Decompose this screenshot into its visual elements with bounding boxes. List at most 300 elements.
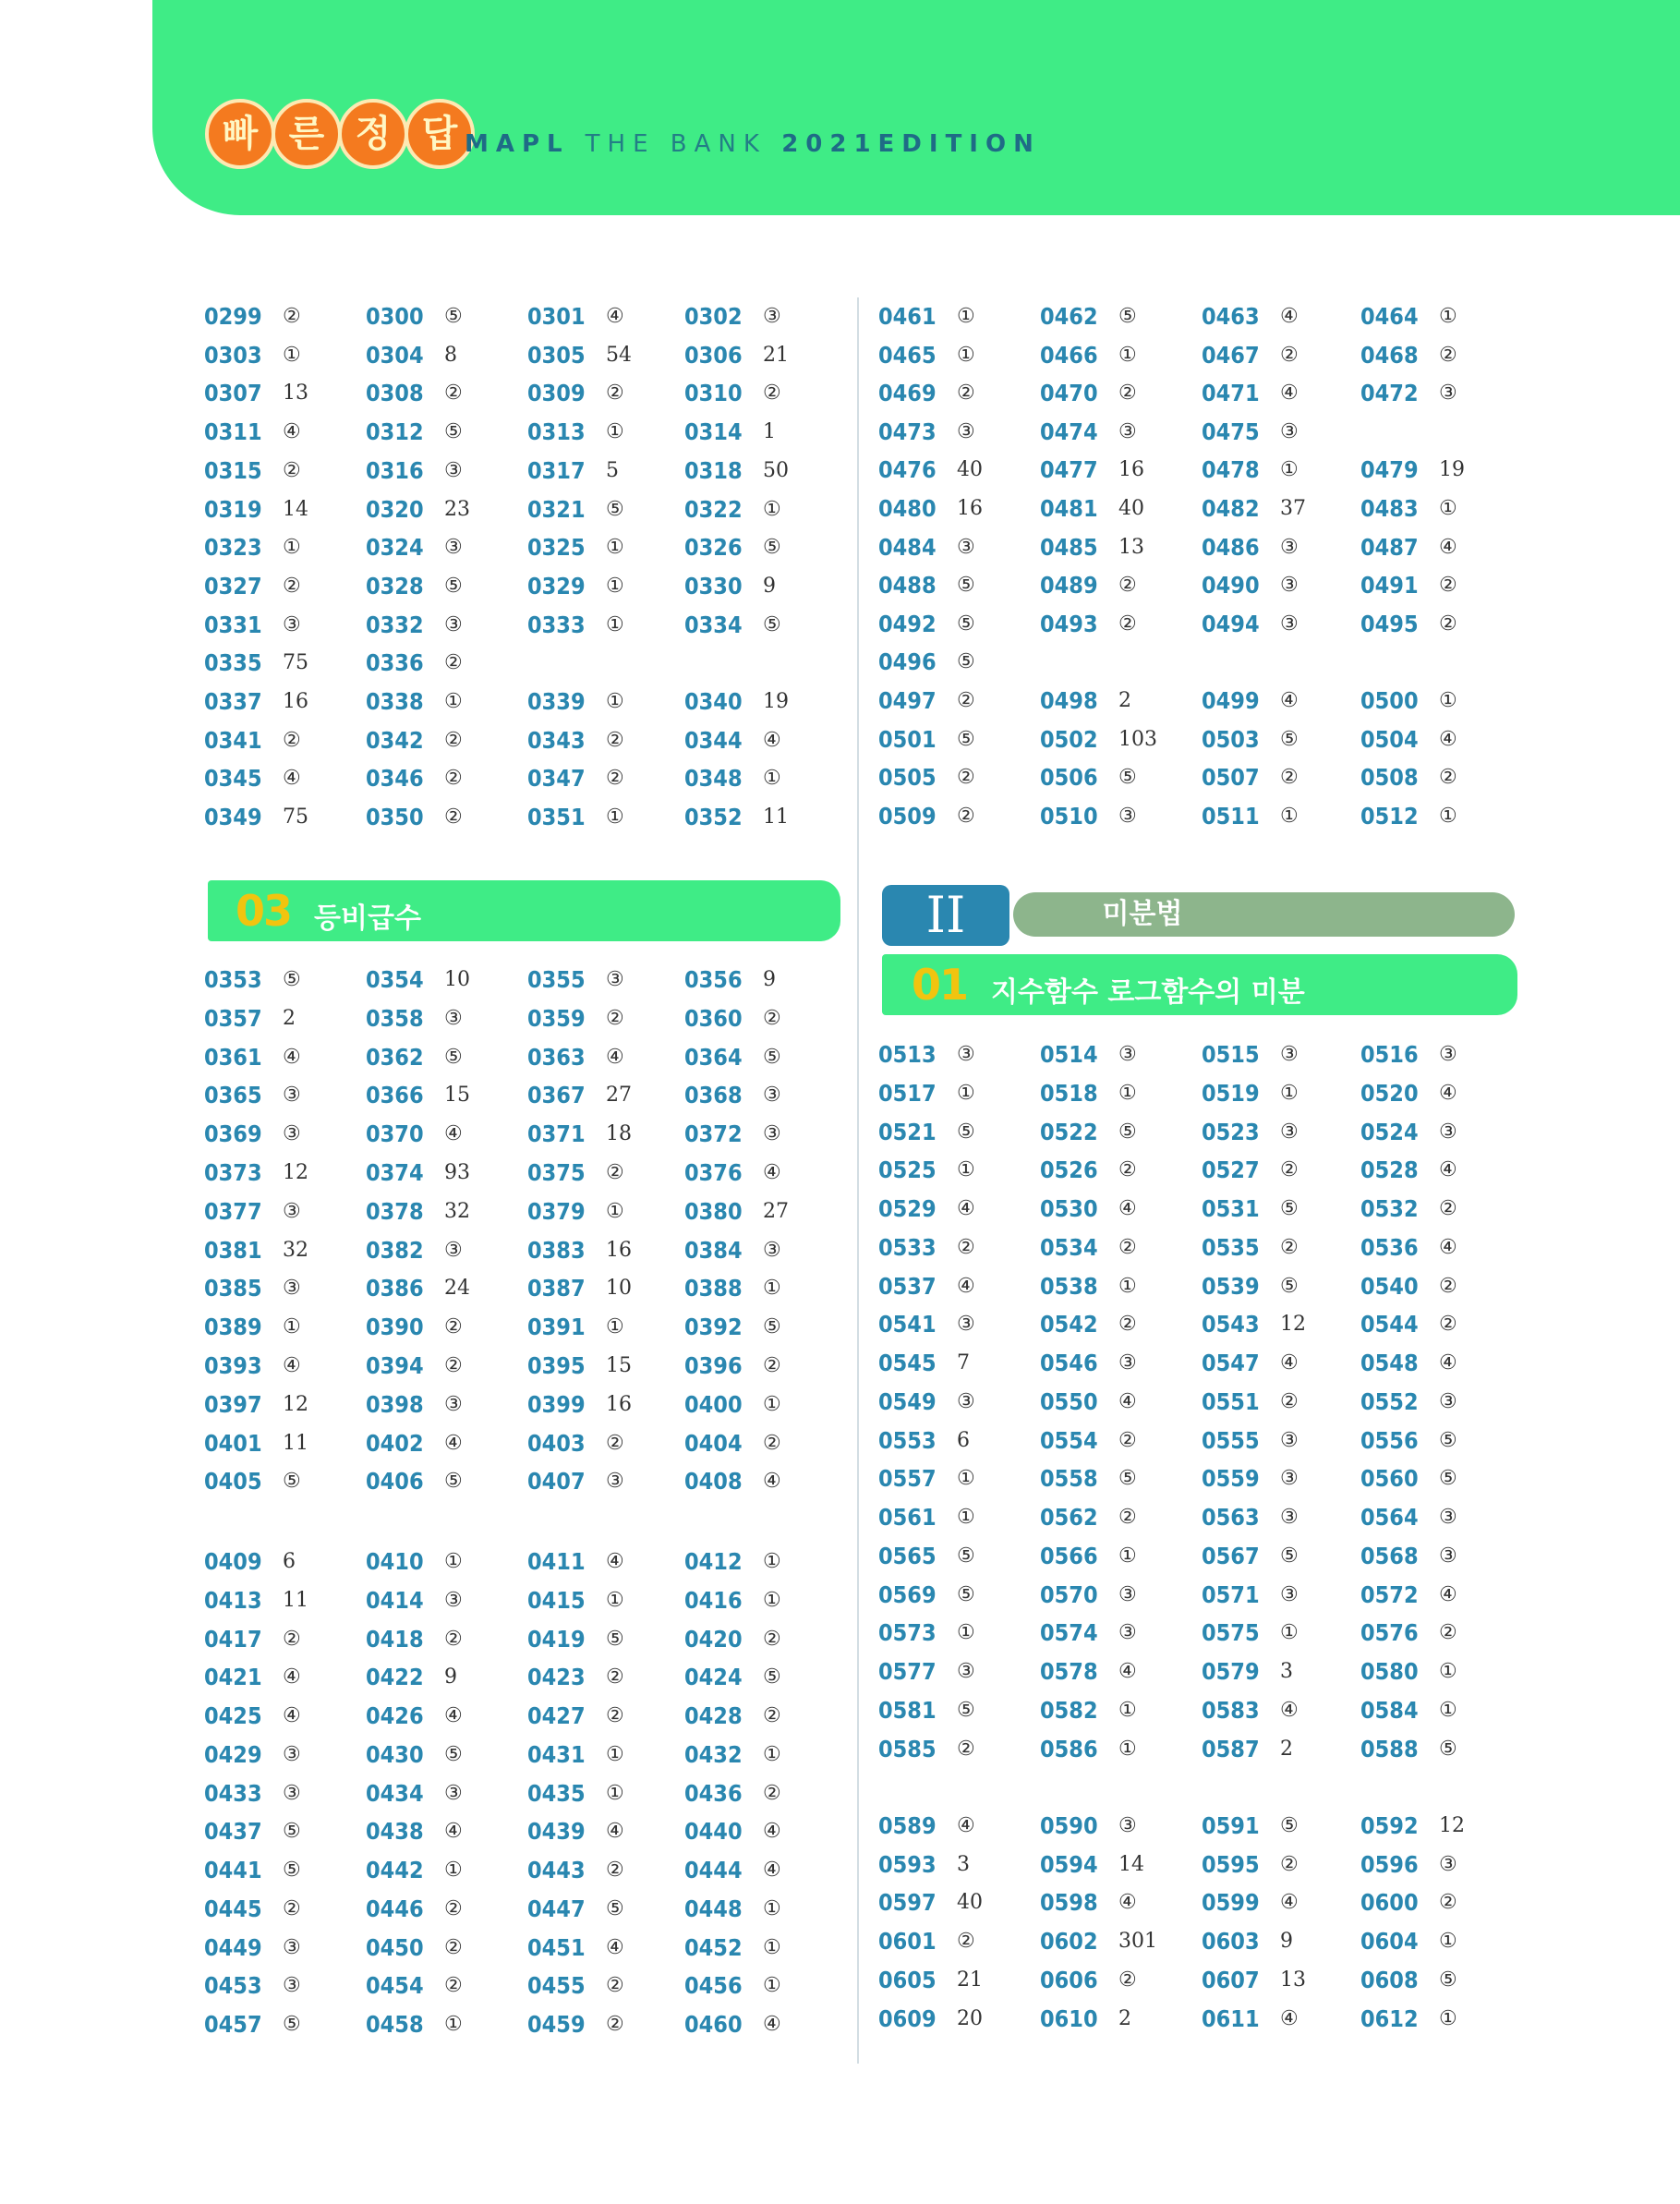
answer-value: ③ <box>763 1084 781 1108</box>
problem-number: 0392 <box>684 1314 743 1341</box>
answer-value: ② <box>957 804 975 828</box>
answer-value: ④ <box>1280 1891 1299 1915</box>
problem-number: 0542 <box>1040 1311 1098 1338</box>
problem-number: 0381 <box>204 1236 262 1264</box>
problem-number: 0535 <box>1202 1233 1260 1261</box>
answer-value: 11 <box>283 1588 308 1612</box>
problem-number: 0415 <box>527 1586 586 1614</box>
problem-number: 0442 <box>366 1857 424 1883</box>
problem-number: 0371 <box>527 1120 586 1148</box>
answer-value: ① <box>606 574 624 598</box>
problem-number: 0461 <box>878 303 937 330</box>
answer-value: ① <box>763 1550 781 1573</box>
answer-value: ③ <box>444 1781 463 1805</box>
problem-number: 0303 <box>204 341 262 369</box>
problem-number: 0478 <box>1202 456 1260 484</box>
problem-number: 0454 <box>366 1972 424 2000</box>
answer-value: ③ <box>1280 1428 1299 1452</box>
problem-number: 0479 <box>1360 456 1419 484</box>
answer-value: ① <box>1439 305 1457 328</box>
answer-value: 11 <box>283 1431 308 1455</box>
problem-number: 0491 <box>1360 572 1419 599</box>
answer-value: ① <box>957 1506 975 1529</box>
problem-number: 0370 <box>366 1120 424 1148</box>
answer-value: 20 <box>957 2006 983 2030</box>
problem-number: 0351 <box>527 804 586 831</box>
answer-value: ④ <box>283 420 301 444</box>
problem-number: 0485 <box>1040 533 1098 561</box>
problem-number: 0598 <box>1040 1889 1098 1917</box>
answer-value: 32 <box>444 1199 470 1223</box>
problem-number: 0561 <box>878 1504 937 1531</box>
problem-number: 0503 <box>1202 725 1260 753</box>
answer-value: ③ <box>763 1238 781 1262</box>
answer-value: ② <box>444 1974 463 1998</box>
answer-value: ① <box>283 1315 301 1339</box>
answer-value: ③ <box>1118 804 1137 828</box>
problem-number: 0330 <box>684 572 743 599</box>
problem-number: 0439 <box>527 1818 586 1846</box>
answer-value: ① <box>763 767 781 791</box>
badge-char: 답 <box>405 99 475 169</box>
answer-value: ④ <box>1280 689 1299 712</box>
problem-number: 0407 <box>527 1468 586 1496</box>
answer-value: 3 <box>957 1852 970 1876</box>
answer-value: ③ <box>283 1199 301 1223</box>
answer-value: 16 <box>283 690 308 713</box>
answer-value: ④ <box>283 767 301 791</box>
answer-value: ① <box>957 1158 975 1182</box>
answer-value: ③ <box>1439 381 1457 406</box>
answer-value: ③ <box>283 1781 301 1805</box>
answer-value: ③ <box>763 1122 781 1146</box>
answer-value: 50 <box>763 458 789 482</box>
answer-value: 75 <box>283 805 308 830</box>
problem-number: 0322 <box>684 495 743 523</box>
problem-number: 0456 <box>684 1972 743 2000</box>
answer-value: 2 <box>1118 689 1131 712</box>
problem-number: 0364 <box>684 1043 743 1071</box>
answer-value: ① <box>1118 1737 1137 1761</box>
problem-number: 0312 <box>366 418 424 446</box>
section-title: 지수함수 로그함수의 미분 <box>991 976 1305 1009</box>
badge-char: 정 <box>338 99 408 169</box>
problem-number: 0494 <box>1202 610 1260 637</box>
problem-number: 0302 <box>684 303 743 330</box>
answer-value: ③ <box>957 1660 975 1683</box>
problem-number: 0468 <box>1360 341 1419 369</box>
problem-number: 0357 <box>204 1004 262 1032</box>
answer-value: ① <box>606 612 624 636</box>
problem-number: 0352 <box>684 804 743 831</box>
answer-value: ③ <box>1439 1506 1457 1529</box>
problem-number: 0453 <box>204 1972 262 2000</box>
problem-number: 0526 <box>1040 1156 1098 1184</box>
problem-number: 0448 <box>684 1895 743 1922</box>
answer-value: ① <box>606 1781 624 1805</box>
answer-value: ① <box>1439 1660 1457 1683</box>
answer-value: ① <box>1439 1930 1457 1954</box>
answer-value: ② <box>444 1627 463 1651</box>
answer-value: ⑤ <box>957 574 975 598</box>
answer-value: ② <box>1439 1274 1457 1298</box>
problem-number: 0443 <box>527 1857 586 1883</box>
answer-value: ② <box>606 381 624 406</box>
problem-number: 0578 <box>1040 1658 1098 1685</box>
problem-number: 0388 <box>684 1275 743 1302</box>
problem-number: 0514 <box>1040 1041 1098 1068</box>
answer-value: ③ <box>957 1389 975 1413</box>
answer-value: ③ <box>957 1043 975 1066</box>
answer-value: ④ <box>1118 1660 1137 1683</box>
problem-number: 0473 <box>878 418 937 445</box>
answer-value: ④ <box>1439 1081 1457 1105</box>
answer-value: ① <box>283 343 301 367</box>
problem-number: 0342 <box>366 726 424 754</box>
answer-value: 19 <box>1439 458 1465 482</box>
problem-number: 0482 <box>1202 495 1260 522</box>
problem-number: 0497 <box>878 687 937 714</box>
answer-value: 10 <box>606 1277 632 1301</box>
problem-number: 0446 <box>366 1895 424 1922</box>
problem-number: 0508 <box>1360 764 1419 792</box>
answer-value: ② <box>1118 381 1137 406</box>
answer-value: ① <box>1118 1081 1137 1105</box>
answer-value: 5 <box>606 458 619 482</box>
answer-value: ④ <box>1118 1891 1137 1915</box>
answer-value: ④ <box>606 1935 624 1959</box>
answer-value: ② <box>1280 1852 1299 1876</box>
answer-value: 2 <box>1118 2006 1131 2030</box>
answer-value: ② <box>1280 1158 1299 1182</box>
problem-number: 0525 <box>878 1156 937 1184</box>
answer-value: ③ <box>283 1742 301 1766</box>
problem-number: 0428 <box>684 1702 743 1729</box>
problem-number: 0554 <box>1040 1426 1098 1454</box>
problem-number: 0420 <box>684 1625 743 1653</box>
problem-number: 0433 <box>204 1779 262 1807</box>
problem-number: 0349 <box>204 804 262 831</box>
answer-value: ③ <box>283 612 301 636</box>
problem-number: 0499 <box>1202 687 1260 714</box>
problem-number: 0583 <box>1202 1696 1260 1724</box>
problem-number: 0470 <box>1040 380 1098 407</box>
answer-value: ④ <box>763 2013 781 2036</box>
problem-number: 0458 <box>366 2011 424 2038</box>
answer-value: ① <box>606 1742 624 1766</box>
answer-value: ④ <box>763 1470 781 1494</box>
answer-value: ⑤ <box>283 1859 301 1882</box>
answer-value: ⑤ <box>283 968 301 991</box>
problem-number: 0603 <box>1202 1928 1260 1956</box>
problem-number: 0530 <box>1040 1195 1098 1222</box>
problem-number: 0450 <box>366 1933 424 1961</box>
answer-value: 21 <box>957 1968 983 1992</box>
problem-number: 0311 <box>204 418 262 446</box>
problem-number: 0382 <box>366 1236 424 1264</box>
problem-number: 0315 <box>204 456 262 484</box>
answer-value: ④ <box>763 1820 781 1844</box>
problem-number: 0441 <box>204 1857 262 1883</box>
answer-value: ① <box>606 1588 624 1612</box>
problem-number: 0344 <box>684 726 743 754</box>
problem-number: 0379 <box>527 1197 586 1225</box>
problem-number: 0594 <box>1040 1850 1098 1878</box>
answer-value: ① <box>1439 2006 1457 2030</box>
answer-value: ② <box>1439 1621 1457 1645</box>
problem-number: 0606 <box>1040 1966 1098 1993</box>
problem-number: 0350 <box>366 804 424 831</box>
answer-value: ① <box>1280 1081 1299 1105</box>
answer-value: 14 <box>283 497 308 521</box>
problem-number: 0472 <box>1360 380 1419 407</box>
problem-number: 0343 <box>527 726 586 754</box>
problem-number: 0538 <box>1040 1272 1098 1300</box>
answer-value: ④ <box>1280 2006 1299 2030</box>
problem-number: 0518 <box>1040 1079 1098 1107</box>
answer-value: ③ <box>444 1392 463 1416</box>
answer-value: ⑤ <box>606 1896 624 1920</box>
problem-number: 0556 <box>1360 1426 1419 1454</box>
answer-value: ① <box>1439 689 1457 712</box>
problem-number: 0449 <box>204 1933 262 1961</box>
answer-value: ② <box>606 1006 624 1030</box>
answer-value: ① <box>606 690 624 713</box>
answer-value: ② <box>1439 1313 1457 1337</box>
answer-value: ① <box>1439 804 1457 828</box>
answer-value: 16 <box>606 1392 632 1416</box>
problem-number: 0552 <box>1360 1387 1419 1415</box>
problem-number: 0524 <box>1360 1118 1419 1145</box>
problem-number: 0320 <box>366 495 424 523</box>
problem-number: 0406 <box>366 1468 424 1496</box>
badge-char: 빠 <box>205 99 275 169</box>
answer-value: ① <box>1280 1621 1299 1645</box>
problem-number: 0496 <box>878 648 937 676</box>
column-divider <box>857 297 859 2064</box>
answer-value: ④ <box>1439 1351 1457 1374</box>
problem-number: 0394 <box>366 1352 424 1379</box>
answer-value: ② <box>444 1935 463 1959</box>
problem-number: 0581 <box>878 1696 937 1724</box>
problem-number: 0563 <box>1202 1504 1260 1531</box>
answer-value: ② <box>763 381 781 406</box>
problem-number: 0393 <box>204 1352 262 1379</box>
problem-number: 0593 <box>878 1850 937 1878</box>
answer-value: ③ <box>1280 419 1299 443</box>
answer-value: ⑤ <box>957 1544 975 1568</box>
problem-number: 0517 <box>878 1079 937 1107</box>
problem-number: 0305 <box>527 341 586 369</box>
answer-value: ⑤ <box>444 420 463 444</box>
problem-number: 0562 <box>1040 1504 1098 1531</box>
answer-value: 3 <box>1280 1660 1293 1683</box>
answer-value: 9 <box>444 1665 457 1689</box>
problem-number: 0553 <box>878 1426 937 1454</box>
answer-value: ⑤ <box>444 1742 463 1766</box>
answer-value: 9 <box>1280 1930 1293 1954</box>
problem-number: 0589 <box>878 1812 937 1839</box>
answer-value: ② <box>444 728 463 752</box>
problem-number: 0306 <box>684 341 743 369</box>
answer-value: ③ <box>444 612 463 636</box>
answer-value: ① <box>957 1081 975 1105</box>
answer-value: 6 <box>283 1550 296 1573</box>
problem-number: 0338 <box>366 688 424 715</box>
problem-number: 0390 <box>366 1314 424 1341</box>
answer-value: ③ <box>444 1006 463 1030</box>
problem-number: 0373 <box>204 1159 262 1186</box>
answer-value: ③ <box>957 1313 975 1337</box>
chapter-title-pill <box>1013 892 1515 937</box>
answer-value: ② <box>444 805 463 830</box>
chapter-badge <box>882 885 1009 946</box>
answer-value: 103 <box>1118 727 1157 751</box>
problem-number: 0604 <box>1360 1928 1419 1956</box>
answer-value: ② <box>606 2013 624 2036</box>
answer-value: ③ <box>1280 535 1299 559</box>
problem-number: 0362 <box>366 1043 424 1071</box>
problem-number: 0582 <box>1040 1696 1098 1724</box>
answer-value: ③ <box>1439 1544 1457 1568</box>
problem-number: 0447 <box>527 1895 586 1922</box>
problem-number: 0566 <box>1040 1542 1098 1569</box>
answer-value: ② <box>1280 1389 1299 1413</box>
answer-value: ⑤ <box>283 2013 301 2036</box>
problem-number: 0397 <box>204 1390 262 1418</box>
answer-value: ③ <box>283 1974 301 1998</box>
answer-value: ⑤ <box>1280 1814 1299 1837</box>
problem-number: 0584 <box>1360 1696 1419 1724</box>
problem-number: 0400 <box>684 1390 743 1418</box>
problem-number: 0587 <box>1202 1735 1260 1762</box>
problem-number: 0368 <box>684 1082 743 1109</box>
problem-number: 0445 <box>204 1895 262 1922</box>
answer-value: 37 <box>1280 497 1306 520</box>
problem-number: 0493 <box>1040 610 1098 637</box>
problem-number: 0360 <box>684 1004 743 1032</box>
answer-value: ② <box>1280 766 1299 790</box>
problem-number: 0549 <box>878 1387 937 1415</box>
answer-value: ⑤ <box>763 1315 781 1339</box>
problem-number: 0534 <box>1040 1233 1098 1261</box>
problem-number: 0573 <box>878 1619 937 1647</box>
answer-value: ⑤ <box>444 1045 463 1069</box>
problem-number: 0586 <box>1040 1735 1098 1762</box>
problem-number: 0579 <box>1202 1658 1260 1685</box>
problem-number: 0421 <box>204 1664 262 1691</box>
problem-number: 0509 <box>878 802 937 830</box>
answer-value: ④ <box>606 1820 624 1844</box>
answer-value: ② <box>1118 1313 1137 1337</box>
brand-the-bank: THE BANK <box>585 130 782 158</box>
answer-value: 21 <box>763 343 789 367</box>
problem-number: 0432 <box>684 1740 743 1768</box>
answer-value: 10 <box>444 968 470 991</box>
problem-number: 0474 <box>1040 418 1098 445</box>
problem-number: 0495 <box>1360 610 1419 637</box>
problem-number: 0427 <box>527 1702 586 1729</box>
problem-number: 0516 <box>1360 1041 1419 1068</box>
answer-value: ② <box>606 1161 624 1184</box>
problem-number: 0399 <box>527 1390 586 1418</box>
answer-value: ④ <box>1118 1389 1137 1413</box>
problem-number: 0359 <box>527 1004 586 1032</box>
problem-number: 0395 <box>527 1352 586 1379</box>
answer-value: ② <box>957 766 975 790</box>
problem-number: 0498 <box>1040 687 1098 714</box>
answer-value: ② <box>1280 343 1299 367</box>
answer-value: ③ <box>957 419 975 443</box>
problem-number: 0335 <box>204 649 262 677</box>
problem-number: 0435 <box>527 1779 586 1807</box>
problem-number: 0336 <box>366 649 424 677</box>
problem-number: 0361 <box>204 1043 262 1071</box>
answer-value: ⑤ <box>606 497 624 521</box>
problem-number: 0404 <box>684 1429 743 1457</box>
problem-number: 0398 <box>366 1390 424 1418</box>
problem-number: 0555 <box>1202 1426 1260 1454</box>
problem-number: 0377 <box>204 1197 262 1225</box>
answer-value: ② <box>444 1896 463 1920</box>
problem-number: 0528 <box>1360 1156 1419 1184</box>
answer-value: ③ <box>283 1084 301 1108</box>
problem-number: 0610 <box>1040 2004 1098 2032</box>
problem-number: 0531 <box>1202 1195 1260 1222</box>
problem-number: 0451 <box>527 1933 586 1961</box>
answer-value: 16 <box>957 497 983 520</box>
answer-value: 9 <box>763 968 776 991</box>
answer-value: ③ <box>283 1935 301 1959</box>
answer-value: ② <box>1280 1235 1299 1259</box>
problem-number: 0465 <box>878 341 937 369</box>
problem-number: 0436 <box>684 1779 743 1807</box>
answer-value: ② <box>444 381 463 406</box>
problem-number: 0408 <box>684 1468 743 1496</box>
problem-number: 0299 <box>204 303 262 330</box>
answer-value: ① <box>763 1392 781 1416</box>
problem-number: 0596 <box>1360 1850 1419 1878</box>
problem-number: 0374 <box>366 1159 424 1186</box>
answer-value: ③ <box>1280 574 1299 598</box>
answer-value: ③ <box>444 458 463 482</box>
problem-number: 0571 <box>1202 1580 1260 1608</box>
answer-value: 9 <box>763 574 776 598</box>
answer-value: 40 <box>1118 497 1144 520</box>
answer-value: ④ <box>283 1045 301 1069</box>
problem-number: 0345 <box>204 765 262 793</box>
answer-value: ④ <box>1439 1158 1457 1182</box>
answer-value: ② <box>1118 1158 1137 1182</box>
problem-number: 0308 <box>366 380 424 407</box>
problem-number: 0487 <box>1360 533 1419 561</box>
problem-number: 0597 <box>878 1889 937 1917</box>
problem-number: 0411 <box>527 1548 586 1575</box>
problem-number: 0462 <box>1040 303 1098 330</box>
answer-value: ④ <box>957 1197 975 1220</box>
answer-value: ① <box>1118 343 1137 367</box>
answer-value: ③ <box>283 1122 301 1146</box>
problem-number: 0429 <box>204 1740 262 1768</box>
answer-value: ③ <box>1118 1351 1137 1374</box>
answer-value: ② <box>283 574 301 598</box>
problem-number: 0469 <box>878 380 937 407</box>
problem-number: 0391 <box>527 1314 586 1341</box>
problem-number: 0375 <box>527 1159 586 1186</box>
problem-number: 0304 <box>366 341 424 369</box>
problem-number: 0550 <box>1040 1387 1098 1415</box>
answer-value: 16 <box>1118 458 1144 482</box>
